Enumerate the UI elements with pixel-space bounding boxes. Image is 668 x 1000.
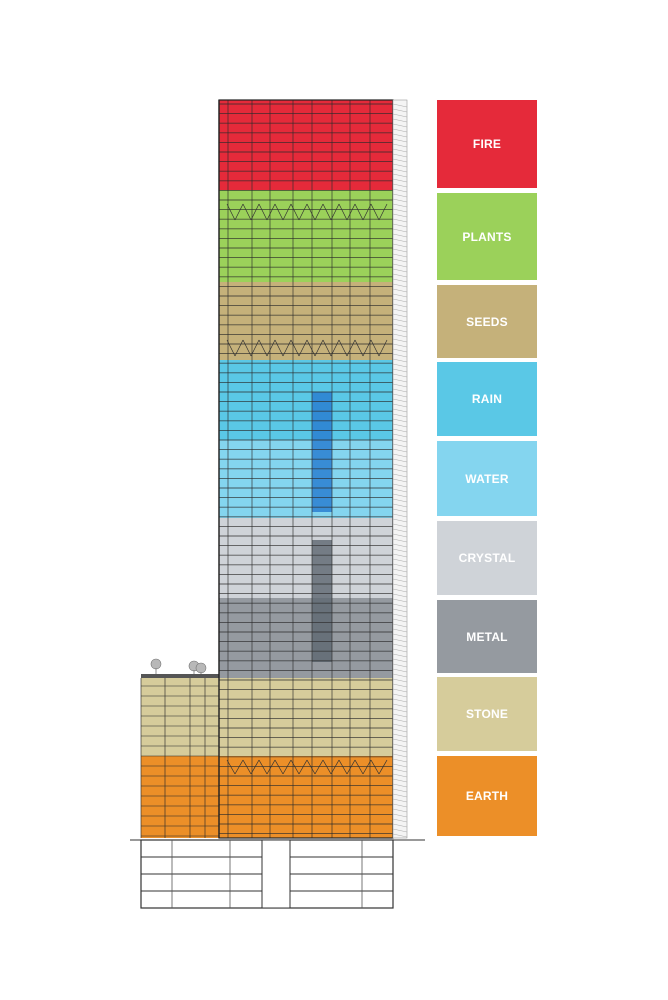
atrium-void (312, 392, 332, 512)
basement-core (262, 840, 290, 908)
zone-crystal (219, 518, 393, 598)
legend-water (437, 441, 537, 516)
legend-label-fire: FIRE (472, 137, 502, 151)
legend-earth (437, 756, 537, 836)
zone-plants (219, 190, 393, 282)
legend-crystal (437, 521, 537, 595)
tree-icon (151, 659, 161, 669)
legend-label-water: WATER (465, 471, 509, 486)
legend-label-plants: PLANTS (462, 229, 512, 244)
zone-rain (219, 360, 393, 440)
legend-label-metal: METAL (466, 629, 508, 644)
legend-fire (437, 100, 537, 188)
zone-earth (219, 756, 393, 838)
legend-metal (437, 600, 537, 673)
zone-metal (219, 598, 393, 678)
podium-stone (141, 678, 219, 756)
legend-label-seeds: SEEDS (466, 314, 508, 329)
zone-water (219, 440, 393, 518)
podium-roof (141, 674, 219, 678)
legend-label-crystal: CRYSTAL (458, 551, 516, 565)
legend-label-stone: STONE (465, 707, 509, 721)
legend-plants (437, 193, 537, 280)
tree-icon (196, 663, 206, 673)
atrium-void-lower (312, 540, 332, 662)
legend-label-earth: EARTH (465, 789, 509, 803)
roof-trees (151, 659, 206, 674)
basement-section (130, 840, 425, 908)
legend-rain (437, 362, 537, 436)
facade-strip (393, 100, 407, 838)
legend-seeds (437, 285, 537, 358)
legend-stone (437, 677, 537, 751)
legend-label-rain: RAIN (471, 392, 503, 406)
